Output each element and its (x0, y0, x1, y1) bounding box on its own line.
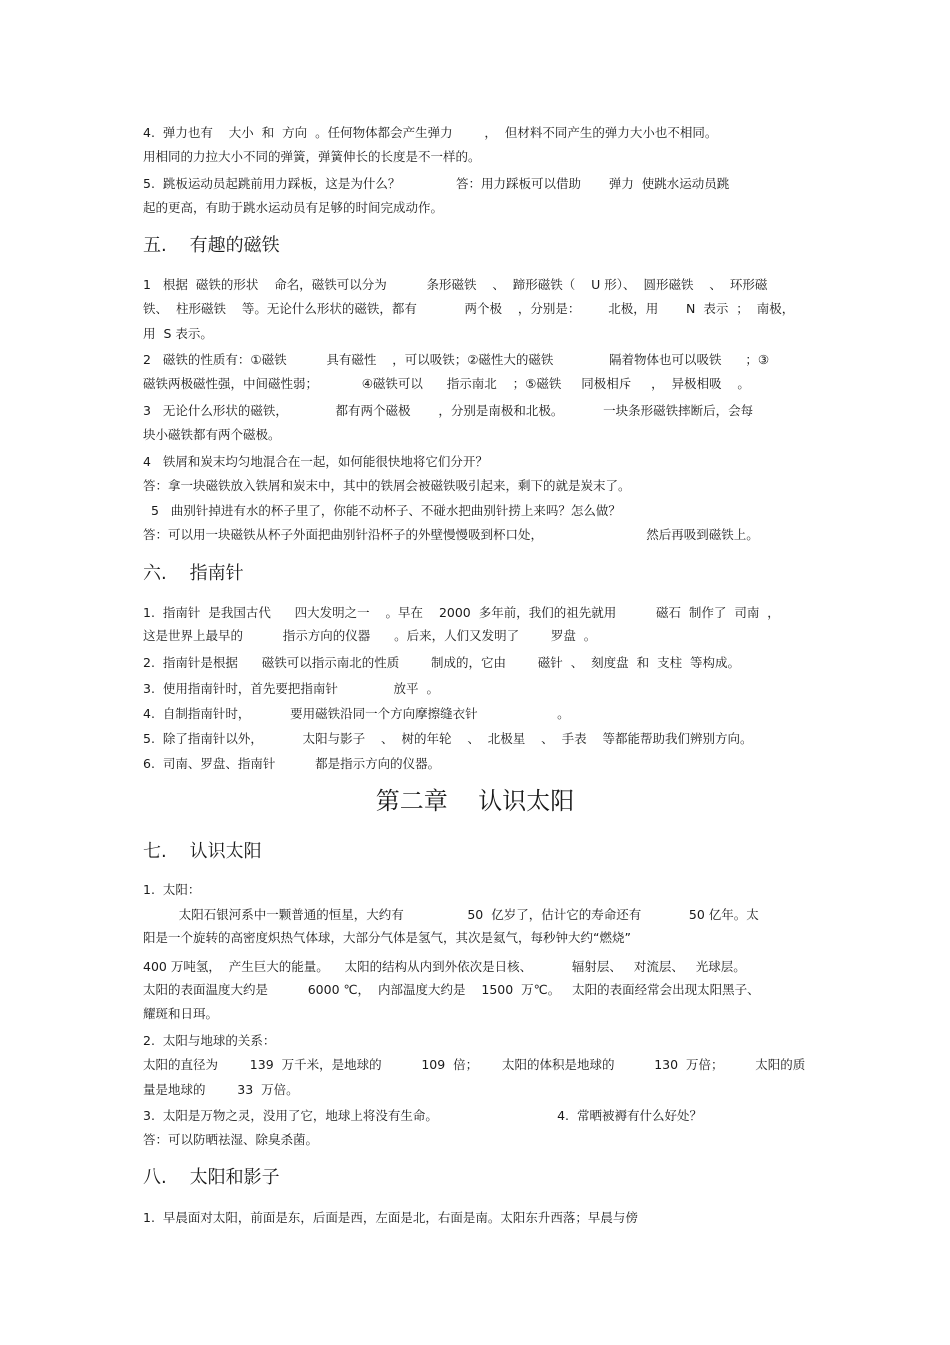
text-line: 2 磁铁的性质有：①磁铁 具有磁性 ，可以吸铁；②磁性大的磁铁 隔着物体也可以吸铁 ；③ (143, 352, 770, 367)
text-line: 3 无论什么形状的磁铁， 都有两个磁极 ，分别是南极和北极。 一块条形磁铁摔断后，会每 (143, 403, 754, 418)
chapter-title: 第二章 认识太阳 (375, 787, 575, 815)
text-line: 太阳石银河系中一颗普通的恒星，大约有 50 亿岁了，估计它的寿命还有 50 亿年。太 (143, 907, 759, 922)
section-heading-six: 六. 指南针 (143, 563, 244, 584)
text-line: 阳是一个旋转的高密度炽热气体球，大部分气体是氢气，其次是氦气，每秒钟大约“燃烧” (143, 930, 631, 945)
text-line: 耀斑和日珥。 (143, 1006, 219, 1021)
text-line: 起的更高，有助于跳水运动员有足够的时间完成动作。 (143, 200, 444, 215)
text-line: 磁铁两极磁性强，中间磁性弱； ④磁铁可以 指示南北 ；⑤磁铁 同极相斥 ， 异极相吸 。 (143, 376, 750, 391)
text-line: 铁、 柱形磁铁 等。无论什么形状的磁铁，都有 两个极 ，分别是： 北极，用 N 表示 ； 南极， (143, 301, 795, 316)
text-line: 太阳的表面温度大约是 6000 ℃， 内部温度大约是 1500 万℃。 太阳的表面经常会出现太阳黑子、 (143, 982, 760, 997)
text-line: 4. 自制指南针时， 要用磁铁沿同一个方向摩擦缝衣针 。 (143, 706, 570, 721)
text-line: 用相同的力拉大小不同的弹簧，弹簧伸长的长度是不一样的。 (143, 149, 481, 164)
text-line: 400 万吨氢， 产生巨大的能量。 太阳的结构从内到外依次是日核、 辐射层、 对流层、 光球层。 (143, 959, 746, 974)
text-line: 5 曲别针掉进有水的杯子里了，你能不动杯子、不碰水把曲别针捞上来吗？怎么做？ (143, 503, 621, 518)
section-heading-eight: 八. 太阳和影子 (143, 1167, 280, 1188)
text-line: 用 S 表示。 (143, 326, 213, 341)
text-line: 答：可以防晒祛湿、除臭杀菌。 (143, 1132, 319, 1147)
text-line: 2. 太阳与地球的关系： (143, 1033, 276, 1048)
text-line: 3. 太阳是万物之灵，没用了它，地球上将没有生命。 4. 常晒被褥有什么好处？ (143, 1108, 702, 1123)
text-line: 太阳的直径为 139 万千米，是地球的 109 倍； 太阳的体积是地球的 130 万倍； 太阳的质 (143, 1057, 806, 1072)
section-heading-seven: 七. 认识太阳 (143, 841, 262, 862)
text-line: 3. 使用指南针时，首先要把指南针 放平 。 (143, 681, 439, 696)
text-line: 这是世界上最早的 指示方向的仪器 。后来，人们又发明了 罗盘 。 (143, 628, 597, 643)
text-line: 答：可以用一块磁铁从杯子外面把曲别针沿杯子的外壁慢慢吸到杯口处， 然后再吸到磁铁上。 (143, 527, 759, 542)
text-line: 量是地球的 33 万倍。 (143, 1082, 299, 1097)
text-line: 4 铁屑和炭末均匀地混合在一起，如何能很快地将它们分开？ (143, 454, 488, 469)
text-line: 1. 指南针 是我国古代 四大发明之一 。早在 2000 多年前，我们的祖先就用 磁石 制作了 司南 ， (143, 605, 780, 620)
text-line: 2. 指南针是根据 磁铁可以指示南北的性质 制成的，它由 磁针 、 刻度盘 和 支柱 等构成。 (143, 655, 741, 670)
text-line: 6. 司南、罗盘、指南针 都是指示方向的仪器。 (143, 756, 441, 771)
text-line: 5. 跳板运动员起跳前用力踩板，这是为什么？ 答：用力踩板可以借助 弹力 使跳水运动员跳 (143, 176, 730, 191)
text-line: 1 根据 磁铁的形状 命名，磁铁可以分为 条形磁铁 、 蹄形磁铁（ U 形）、 圆形磁铁 、 环形磁 (143, 277, 768, 292)
text-line: 1. 早晨面对太阳，前面是东，后面是西，左面是北，右面是南。太阳东升西落；早晨与傍 (143, 1210, 638, 1225)
text-line: 5. 除了指南针以外， 太阳与影子 、 树的年轮 、 北极星 、 手表 等都能帮助我们辨别方向。 (143, 731, 753, 746)
text-line: 块小磁铁都有两个磁极。 (143, 427, 281, 442)
text-line: 4. 弹力也有 大小 和 方向 。任何物体都会产生弹力 ， 但材料不同产生的弹力大小也不相同。 (143, 125, 718, 140)
section-heading-five: 五. 有趣的磁铁 (143, 235, 280, 256)
text-line: 答：拿一块磁铁放入铁屑和炭末中，其中的铁屑会被磁铁吸引起来，剩下的就是炭末了。 (143, 478, 631, 493)
text-line: 1. 太阳： (143, 882, 201, 897)
